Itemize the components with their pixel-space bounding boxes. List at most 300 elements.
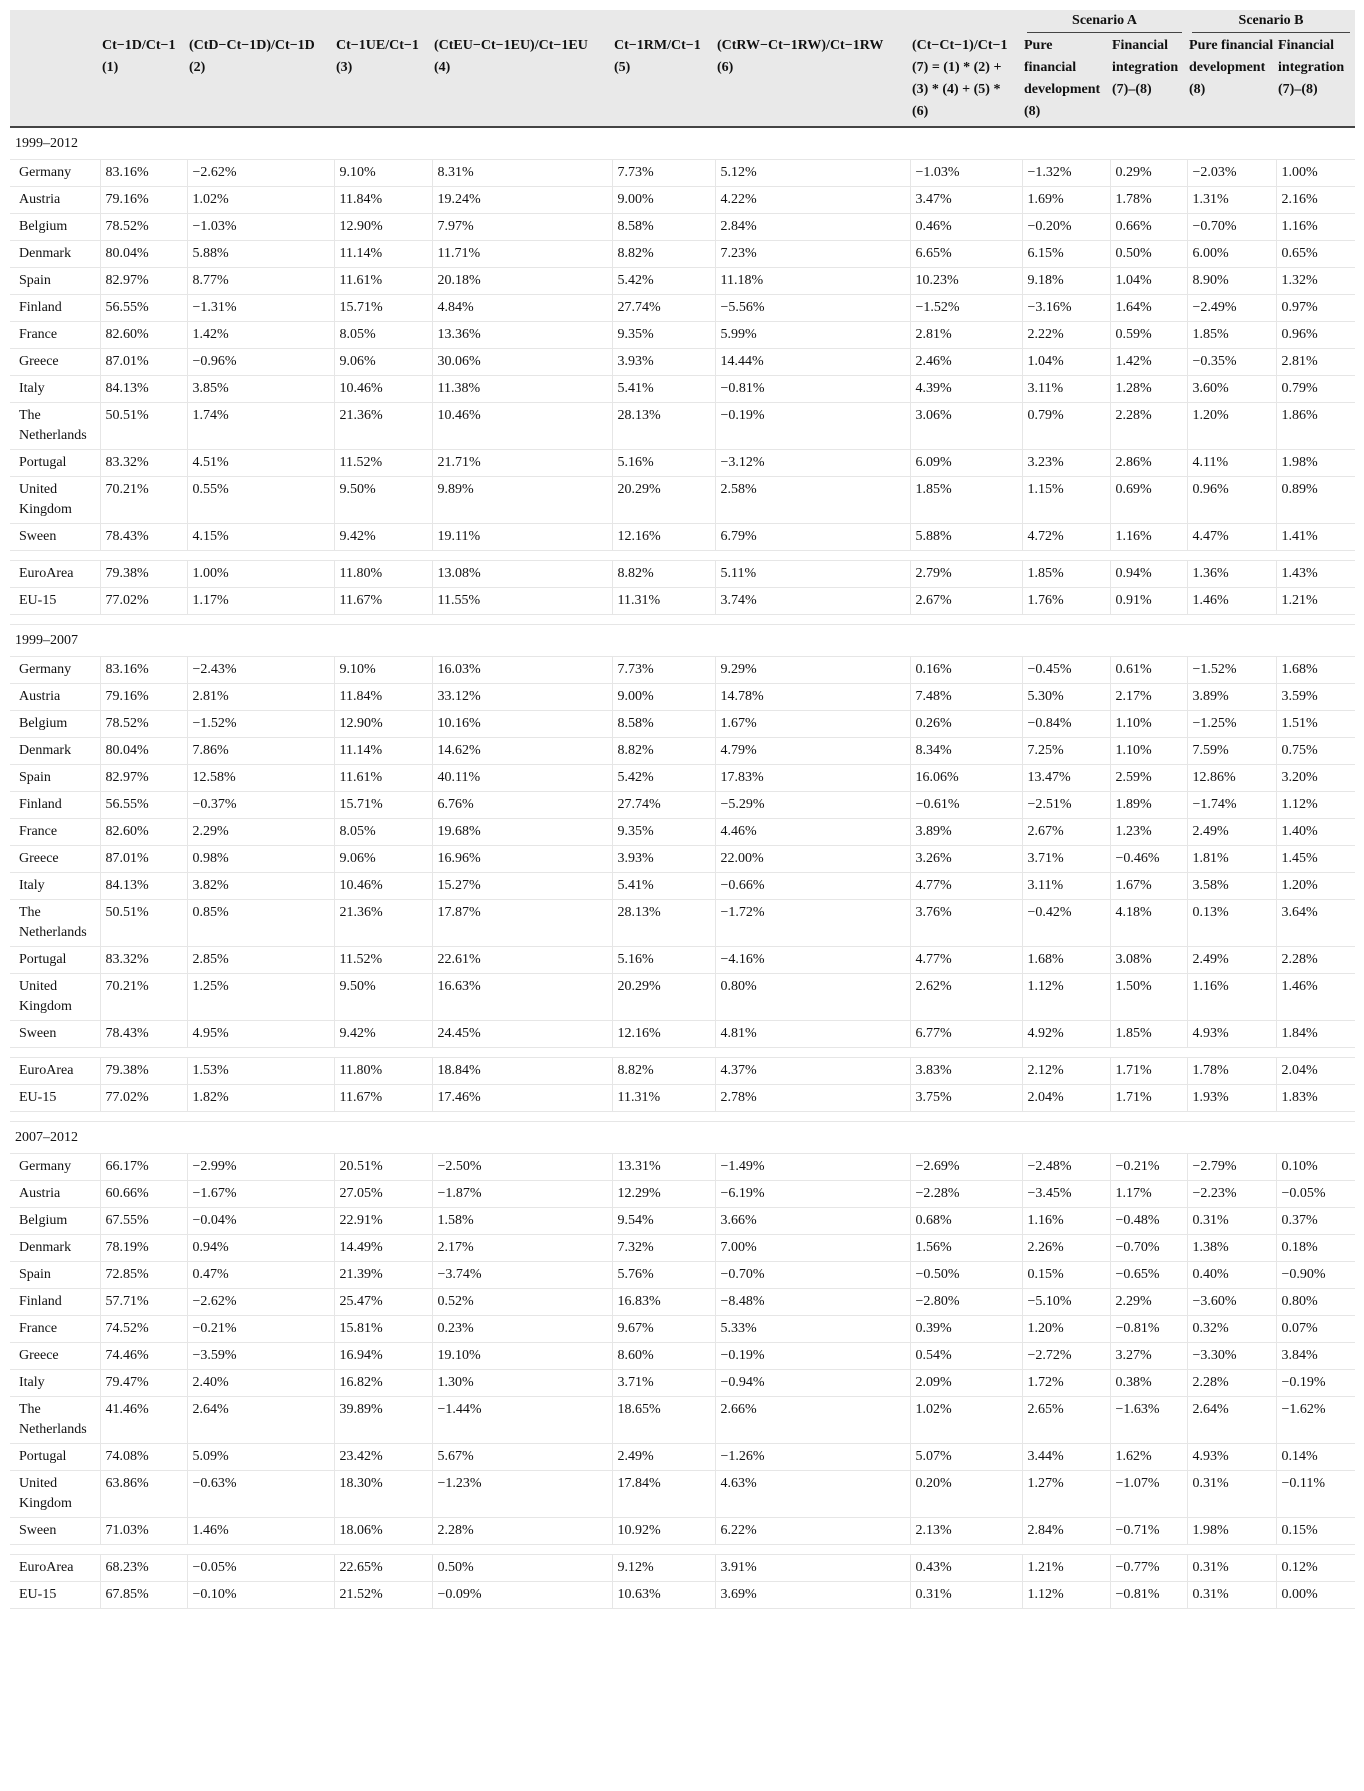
table-cell: −1.03% <box>187 214 334 241</box>
table-cell: 1.41% <box>1276 524 1355 551</box>
table-row <box>10 214 1355 241</box>
row-label: Italy <box>10 376 100 403</box>
table-cell: 2.84% <box>1022 1518 1110 1545</box>
table-cell: 19.68% <box>432 819 612 846</box>
table-row <box>10 765 1355 792</box>
table-cell: 71.03% <box>100 1518 187 1545</box>
table-row <box>10 657 1355 684</box>
section-header-row <box>10 625 1355 657</box>
row-label: Greece <box>10 349 100 376</box>
table-row <box>10 268 1355 295</box>
table-cell: 8.31% <box>432 160 612 187</box>
table-cell: 0.91% <box>1110 588 1187 615</box>
table-cell: −3.60% <box>1187 1289 1276 1316</box>
column-header-label: Pure financial development <box>1189 38 1274 75</box>
table-cell: −2.79% <box>1187 1154 1276 1181</box>
table-cell: 1.43% <box>1276 561 1355 588</box>
row-label: Germany <box>10 1154 100 1181</box>
table-cell: 1.78% <box>1187 1058 1276 1085</box>
table-cell: 2.46% <box>910 349 1022 376</box>
row-label: The Netherlands <box>10 403 100 450</box>
table-cell: 83.16% <box>100 160 187 187</box>
table-cell: −2.51% <box>1022 792 1110 819</box>
table-cell: 0.31% <box>1187 1582 1276 1609</box>
table-cell: 0.16% <box>910 657 1022 684</box>
row-label: France <box>10 1316 100 1343</box>
table-cell: 28.13% <box>612 900 715 947</box>
table-cell: 9.18% <box>1022 268 1110 295</box>
table-cell: 2.59% <box>1110 765 1187 792</box>
table-cell: 0.31% <box>910 1582 1022 1609</box>
table-cell: −5.56% <box>715 295 910 322</box>
spacer-row <box>10 615 1355 625</box>
table-cell: 5.99% <box>715 322 910 349</box>
table-row <box>10 187 1355 214</box>
table-cell: 83.16% <box>100 657 187 684</box>
table-cell: 4.22% <box>715 187 910 214</box>
table-row <box>10 1154 1355 1181</box>
table-cell: 3.75% <box>910 1085 1022 1112</box>
table-row <box>10 1235 1355 1262</box>
table-cell: 10.46% <box>334 376 432 403</box>
table-cell: 1.98% <box>1187 1518 1276 1545</box>
section-title: 1999–2012 <box>10 127 1355 160</box>
table-cell: −1.87% <box>432 1181 612 1208</box>
table-cell: 0.40% <box>1187 1262 1276 1289</box>
table-cell: 17.83% <box>715 765 910 792</box>
table-cell: 1.74% <box>187 403 334 450</box>
table-cell: −0.05% <box>1276 1181 1355 1208</box>
column-header-1 <box>100 33 187 127</box>
table-cell: 1.04% <box>1022 349 1110 376</box>
table-cell: −0.05% <box>187 1555 334 1582</box>
column-header-label: (CtEU−Ct−1EU)/Ct−1EU <box>434 38 588 53</box>
row-label: Spain <box>10 268 100 295</box>
row-label: Denmark <box>10 241 100 268</box>
table-cell: 4.46% <box>715 819 910 846</box>
table-cell: 1.71% <box>1110 1085 1187 1112</box>
table-cell: 9.89% <box>432 477 612 524</box>
table-cell: 2.26% <box>1022 1235 1110 1262</box>
table-row <box>10 900 1355 947</box>
table-cell: −2.28% <box>910 1181 1022 1208</box>
table-cell: −0.81% <box>715 376 910 403</box>
column-header-9 <box>1110 33 1187 127</box>
table-cell: 2.67% <box>910 588 1022 615</box>
table-cell: 87.01% <box>100 846 187 873</box>
table-cell: 78.19% <box>100 1235 187 1262</box>
table-cell: 0.85% <box>187 900 334 947</box>
table-cell: 2.78% <box>715 1085 910 1112</box>
table-cell: 15.81% <box>334 1316 432 1343</box>
table-cell: −0.66% <box>715 873 910 900</box>
table-cell: 16.96% <box>432 846 612 873</box>
table-cell: 2.85% <box>187 947 334 974</box>
table-cell: 4.77% <box>910 947 1022 974</box>
table-cell: 7.86% <box>187 738 334 765</box>
table-cell: 19.11% <box>432 524 612 551</box>
table-row <box>10 1208 1355 1235</box>
table-cell: 10.23% <box>910 268 1022 295</box>
table-cell: −0.45% <box>1022 657 1110 684</box>
table-cell: 3.89% <box>910 819 1022 846</box>
table-cell: 0.00% <box>1276 1582 1355 1609</box>
total-row <box>10 1582 1355 1609</box>
row-label: EuroArea <box>10 561 100 588</box>
table-cell: 0.07% <box>1276 1316 1355 1343</box>
table-cell: 20.29% <box>612 477 715 524</box>
table-cell: 18.30% <box>334 1471 432 1518</box>
table-cell: −0.90% <box>1276 1262 1355 1289</box>
table-cell: 0.26% <box>910 711 1022 738</box>
table-cell: −2.03% <box>1187 160 1276 187</box>
table-cell: 3.83% <box>910 1058 1022 1085</box>
table-cell: 2.16% <box>1276 187 1355 214</box>
table-cell: 5.16% <box>612 450 715 477</box>
table-cell: 4.92% <box>1022 1021 1110 1048</box>
table-cell: 1.20% <box>1276 873 1355 900</box>
table-cell: 5.07% <box>910 1444 1022 1471</box>
table-cell: 5.88% <box>910 524 1022 551</box>
table-cell: 1.16% <box>1187 974 1276 1021</box>
table-cell: 1.72% <box>1022 1370 1110 1397</box>
table-cell: 1.16% <box>1276 214 1355 241</box>
table-row <box>10 738 1355 765</box>
table-cell: 0.43% <box>910 1555 1022 1582</box>
table-cell: 9.54% <box>612 1208 715 1235</box>
table-cell: −2.43% <box>187 657 334 684</box>
table-cell: 2.13% <box>910 1518 1022 1545</box>
table-cell: −0.21% <box>1110 1154 1187 1181</box>
table-cell: 20.51% <box>334 1154 432 1181</box>
table-cell: 0.79% <box>1276 376 1355 403</box>
table-cell: 2.17% <box>1110 684 1187 711</box>
row-label: France <box>10 322 100 349</box>
table-cell: 0.14% <box>1276 1444 1355 1471</box>
table-cell: 1.16% <box>1022 1208 1110 1235</box>
row-label: Denmark <box>10 738 100 765</box>
table-cell: 3.59% <box>1276 684 1355 711</box>
table-cell: 15.27% <box>432 873 612 900</box>
table-cell: 11.80% <box>334 561 432 588</box>
table-cell: 1.56% <box>910 1235 1022 1262</box>
table-row <box>10 792 1355 819</box>
table-cell: 8.05% <box>334 819 432 846</box>
table-cell: −1.67% <box>187 1181 334 1208</box>
table-cell: 74.08% <box>100 1444 187 1471</box>
table-cell: 66.17% <box>100 1154 187 1181</box>
table-cell: 0.31% <box>1187 1208 1276 1235</box>
table-cell: −0.65% <box>1110 1262 1187 1289</box>
table-cell: 12.90% <box>334 711 432 738</box>
table-cell: 8.82% <box>612 738 715 765</box>
table-cell: 2.84% <box>715 214 910 241</box>
table-cell: 3.26% <box>910 846 1022 873</box>
table-cell: −3.59% <box>187 1343 334 1370</box>
row-label: Belgium <box>10 214 100 241</box>
table-cell: 11.14% <box>334 738 432 765</box>
table-cell: −2.80% <box>910 1289 1022 1316</box>
table-cell: 0.47% <box>187 1262 334 1289</box>
table-cell: 1.20% <box>1187 403 1276 450</box>
table-cell: 1.02% <box>910 1397 1022 1444</box>
table-cell: −1.52% <box>910 295 1022 322</box>
row-label: Portugal <box>10 1444 100 1471</box>
table-cell: 1.82% <box>187 1085 334 1112</box>
table-cell: 16.83% <box>612 1289 715 1316</box>
table-cell: 11.31% <box>612 1085 715 1112</box>
table-cell: 0.61% <box>1110 657 1187 684</box>
table-cell: 5.76% <box>612 1262 715 1289</box>
table-cell: 1.36% <box>1187 561 1276 588</box>
table-cell: −2.50% <box>432 1154 612 1181</box>
table-cell: 0.13% <box>1187 900 1276 947</box>
table-cell: 1.86% <box>1276 403 1355 450</box>
table-cell: 3.93% <box>612 846 715 873</box>
table-cell: 82.60% <box>100 322 187 349</box>
table-cell: 83.32% <box>100 947 187 974</box>
table-cell: 5.67% <box>432 1444 612 1471</box>
row-label: Portugal <box>10 450 100 477</box>
row-label: Finland <box>10 792 100 819</box>
table-cell: 84.13% <box>100 873 187 900</box>
table-cell: 24.45% <box>432 1021 612 1048</box>
table-row <box>10 160 1355 187</box>
table-cell: 27.74% <box>612 792 715 819</box>
table-cell: 3.47% <box>910 187 1022 214</box>
row-label: EU-15 <box>10 1582 100 1609</box>
table-cell: 6.79% <box>715 524 910 551</box>
table-cell: 50.51% <box>100 900 187 947</box>
table-cell: 2.65% <box>1022 1397 1110 1444</box>
table-cell: −0.84% <box>1022 711 1110 738</box>
table-cell: 15.71% <box>334 792 432 819</box>
row-label: The Netherlands <box>10 900 100 947</box>
table-cell: 0.50% <box>1110 241 1187 268</box>
table-cell: 1.10% <box>1110 738 1187 765</box>
table-cell: 1.98% <box>1276 450 1355 477</box>
table-cell: 67.85% <box>100 1582 187 1609</box>
table-cell: 1.51% <box>1276 711 1355 738</box>
table-cell: 3.66% <box>715 1208 910 1235</box>
table-cell: 80.04% <box>100 241 187 268</box>
table-cell: 3.74% <box>715 588 910 615</box>
table-cell: 11.38% <box>432 376 612 403</box>
row-label: Spain <box>10 765 100 792</box>
column-header-label: Financial integration (7)–(8) <box>1278 38 1345 97</box>
table-cell: 79.38% <box>100 1058 187 1085</box>
row-label: Spain <box>10 1262 100 1289</box>
table-cell: 9.12% <box>612 1555 715 1582</box>
table-cell: 9.00% <box>612 684 715 711</box>
table-row <box>10 241 1355 268</box>
table-cell: −5.10% <box>1022 1289 1110 1316</box>
column-header-row <box>10 33 1355 127</box>
table-cell: 3.89% <box>1187 684 1276 711</box>
table-cell: 11.61% <box>334 765 432 792</box>
table-cell: 25.47% <box>334 1289 432 1316</box>
table-cell: 1.68% <box>1022 947 1110 974</box>
row-label: Sween <box>10 1518 100 1545</box>
table-cell: 4.18% <box>1110 900 1187 947</box>
column-header-number: (6) <box>717 60 734 75</box>
table-cell: 0.75% <box>1276 738 1355 765</box>
table-cell: 6.09% <box>910 450 1022 477</box>
table-cell: 1.93% <box>1187 1085 1276 1112</box>
table-cell: −2.99% <box>187 1154 334 1181</box>
row-label: EuroArea <box>10 1555 100 1582</box>
total-row <box>10 1058 1355 1085</box>
column-header-number: (8) <box>1024 104 1041 119</box>
table-cell: 0.79% <box>1022 403 1110 450</box>
table-cell: 2.04% <box>1022 1085 1110 1112</box>
table-cell: 79.38% <box>100 561 187 588</box>
table-cell: −1.74% <box>1187 792 1276 819</box>
spacer-row <box>10 1545 1355 1555</box>
table-cell: 0.37% <box>1276 1208 1355 1235</box>
table-cell: 27.74% <box>612 295 715 322</box>
table-cell: 15.71% <box>334 295 432 322</box>
table-cell: −3.45% <box>1022 1181 1110 1208</box>
table-cell: −0.81% <box>1110 1316 1187 1343</box>
table-cell: 1.53% <box>187 1058 334 1085</box>
table-cell: −1.32% <box>1022 160 1110 187</box>
column-header-3 <box>334 33 432 127</box>
table-cell: −1.62% <box>1276 1397 1355 1444</box>
column-header-label: Ct−1UE/Ct−1 <box>336 38 419 53</box>
table-row <box>10 1518 1355 1545</box>
table-cell: 2.17% <box>432 1235 612 1262</box>
table-cell: 0.96% <box>1276 322 1355 349</box>
table-cell: 19.10% <box>432 1343 612 1370</box>
table-row <box>10 1370 1355 1397</box>
table-cell: 23.42% <box>334 1444 432 1471</box>
table-cell: 21.36% <box>334 900 432 947</box>
table-cell: 9.50% <box>334 974 432 1021</box>
table-cell: 8.58% <box>612 214 715 241</box>
table-cell: 1.17% <box>1110 1181 1187 1208</box>
table-cell: 1.69% <box>1022 187 1110 214</box>
row-label: France <box>10 819 100 846</box>
table-cell: −0.37% <box>187 792 334 819</box>
table-cell: 1.89% <box>1110 792 1187 819</box>
table-cell: 9.50% <box>334 477 432 524</box>
table-cell: 4.93% <box>1187 1021 1276 1048</box>
table-cell: 21.39% <box>334 1262 432 1289</box>
table-row <box>10 1021 1355 1048</box>
column-header-number: (4) <box>434 60 451 75</box>
row-label: Austria <box>10 1181 100 1208</box>
table-cell: 17.84% <box>612 1471 715 1518</box>
table-cell: 2.66% <box>715 1397 910 1444</box>
scenario-b-heading: Scenario B <box>1187 10 1355 33</box>
table-cell: 9.29% <box>715 657 910 684</box>
row-label: Germany <box>10 657 100 684</box>
table-cell: −0.81% <box>1110 1582 1187 1609</box>
table-cell: 0.68% <box>910 1208 1022 1235</box>
table-cell: 3.44% <box>1022 1444 1110 1471</box>
table-cell: 1.00% <box>1276 160 1355 187</box>
table-cell: 8.58% <box>612 711 715 738</box>
table-cell: 4.63% <box>715 1471 910 1518</box>
table-cell: 8.05% <box>334 322 432 349</box>
table-cell: 3.84% <box>1276 1343 1355 1370</box>
column-header-label: (CtD−Ct−1D)/Ct−1D <box>189 38 315 53</box>
table-cell: 7.23% <box>715 241 910 268</box>
table-cell: 5.12% <box>715 160 910 187</box>
row-label: Italy <box>10 873 100 900</box>
table-cell: −1.44% <box>432 1397 612 1444</box>
table-row <box>10 974 1355 1021</box>
table-cell: 12.90% <box>334 214 432 241</box>
table-cell: 2.81% <box>910 322 1022 349</box>
table-cell: 0.38% <box>1110 1370 1187 1397</box>
table-cell: 2.22% <box>1022 322 1110 349</box>
table-cell: −0.96% <box>187 349 334 376</box>
column-header-label: (Ct−Ct−1)/Ct−1 (7) = (1) * (2) + (3) * (4) + (5) * (6) <box>912 38 1008 119</box>
table-cell: −3.30% <box>1187 1343 1276 1370</box>
table-cell: 7.97% <box>432 214 612 241</box>
table-cell: 7.48% <box>910 684 1022 711</box>
table-cell: −0.19% <box>715 1343 910 1370</box>
table-cell: 72.85% <box>100 1262 187 1289</box>
table-cell: 0.80% <box>715 974 910 1021</box>
column-header-label: Pure financial development <box>1024 38 1101 97</box>
table-cell: 5.42% <box>612 268 715 295</box>
table-cell: 2.58% <box>715 477 910 524</box>
table-cell: 3.08% <box>1110 947 1187 974</box>
table-row <box>10 947 1355 974</box>
table-cell: 21.52% <box>334 1582 432 1609</box>
table-cell: 1.76% <box>1022 588 1110 615</box>
table-cell: −4.16% <box>715 947 910 974</box>
table-cell: 14.62% <box>432 738 612 765</box>
table-cell: −0.20% <box>1022 214 1110 241</box>
table-cell: 5.11% <box>715 561 910 588</box>
table-cell: 9.42% <box>334 524 432 551</box>
table-cell: 11.67% <box>334 588 432 615</box>
column-header-5 <box>612 33 715 127</box>
row-label: Finland <box>10 295 100 322</box>
table-cell: 9.00% <box>612 187 715 214</box>
table-cell: 39.89% <box>334 1397 432 1444</box>
table-cell: 1.62% <box>1110 1444 1187 1471</box>
table-cell: 2.64% <box>187 1397 334 1444</box>
table-row <box>10 1181 1355 1208</box>
table-cell: 2.04% <box>1276 1058 1355 1085</box>
scenario-header-row <box>10 10 1355 33</box>
table-cell: 18.65% <box>612 1397 715 1444</box>
table-cell: 4.84% <box>432 295 612 322</box>
table-row <box>10 1343 1355 1370</box>
table-cell: 18.06% <box>334 1518 432 1545</box>
table-cell: 10.92% <box>612 1518 715 1545</box>
table-row <box>10 1397 1355 1444</box>
table-cell: 0.98% <box>187 846 334 873</box>
spacer-row <box>10 551 1355 561</box>
table-cell: 9.06% <box>334 846 432 873</box>
table-cell: 11.61% <box>334 268 432 295</box>
column-header-2 <box>187 33 334 127</box>
table-cell: 1.12% <box>1276 792 1355 819</box>
table-cell: 40.11% <box>432 765 612 792</box>
table-cell: 50.51% <box>100 403 187 450</box>
table-cell: 78.52% <box>100 711 187 738</box>
row-label: Sween <box>10 524 100 551</box>
table-row <box>10 684 1355 711</box>
table-row <box>10 1262 1355 1289</box>
table-cell: 13.36% <box>432 322 612 349</box>
